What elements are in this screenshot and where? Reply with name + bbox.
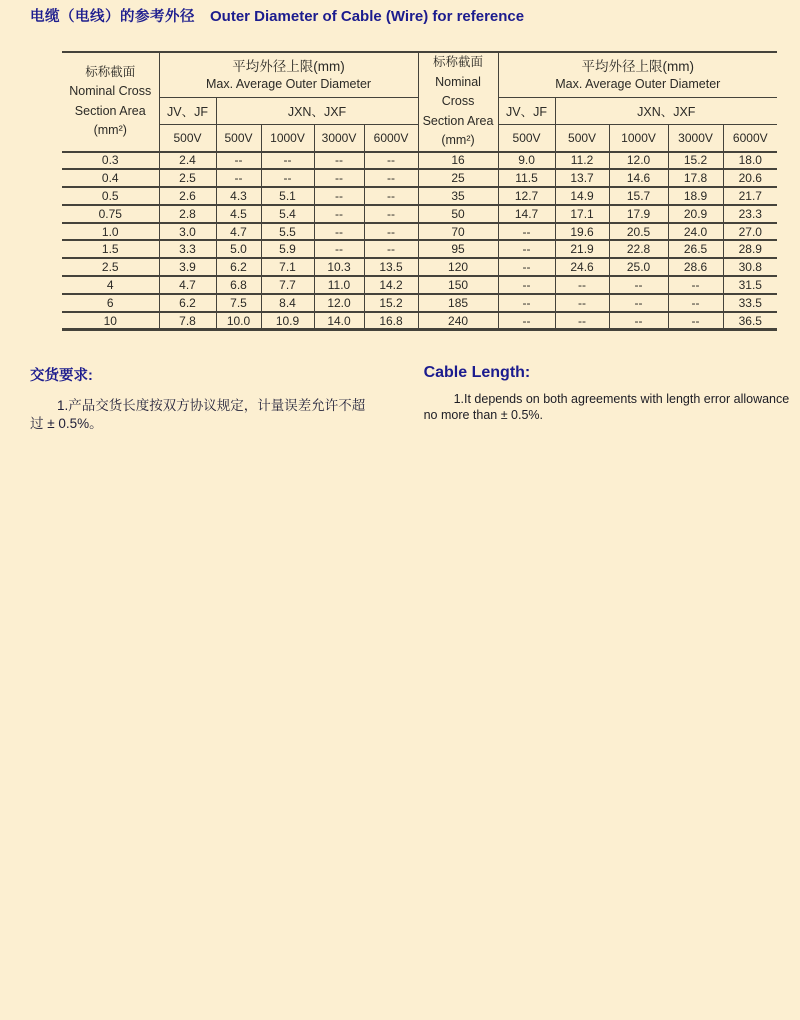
header-jv-jf-right: JV、JF <box>498 98 555 125</box>
header-voltage: 6000V <box>723 124 777 151</box>
header-line: Nominal Cross <box>435 74 481 108</box>
header-jxn-jxf-right: JXN、JXF <box>555 98 777 125</box>
cell-nominal-size: 0.75 <box>62 205 159 223</box>
table-row <box>62 223 777 241</box>
cell-diameter-value: 18.9 <box>668 187 723 205</box>
header-jv-jf-left: JV、JF <box>159 98 216 125</box>
cell-nominal-size: 25 <box>418 169 498 187</box>
cell-diameter-value: 20.5 <box>609 223 668 241</box>
cell-diameter-value: 17.1 <box>555 205 609 223</box>
cell-diameter-value: -- <box>498 223 555 241</box>
cell-diameter-value: 15.7 <box>609 187 668 205</box>
cell-diameter-value: 5.9 <box>261 240 314 258</box>
cell-diameter-value: 15.2 <box>668 152 723 170</box>
cell-nominal-size: 120 <box>418 258 498 276</box>
cell-nominal-size: 95 <box>418 240 498 258</box>
cell-diameter-value: -- <box>498 312 555 330</box>
cell-diameter-value: 4.7 <box>216 223 261 241</box>
table-row <box>62 152 777 170</box>
note-cable-length <box>424 364 800 423</box>
header-voltage: 1000V <box>261 124 314 151</box>
cell-diameter-value: -- <box>555 312 609 330</box>
cell-nominal-size: 70 <box>418 223 498 241</box>
cell-diameter-value: 28.6 <box>668 258 723 276</box>
cell-diameter-value: -- <box>364 152 418 170</box>
cell-diameter-value: 13.5 <box>364 258 418 276</box>
cell-nominal-size: 10 <box>62 312 159 330</box>
cell-diameter-value: 31.5 <box>723 276 777 294</box>
cell-diameter-value: -- <box>498 258 555 276</box>
cell-diameter-value: -- <box>668 294 723 312</box>
header-nominal-section-right <box>418 52 498 152</box>
cell-diameter-value: -- <box>555 276 609 294</box>
header-group-zh: 平均外径上限(mm) <box>581 59 695 75</box>
cell-diameter-value: 17.8 <box>668 169 723 187</box>
cell-diameter-value: 14.7 <box>498 205 555 223</box>
cell-nominal-size: 35 <box>418 187 498 205</box>
cell-nominal-size: 0.3 <box>62 152 159 170</box>
header-line: Section Area <box>74 103 146 118</box>
cell-diameter-value: -- <box>364 240 418 258</box>
cell-diameter-value: 28.9 <box>723 240 777 258</box>
table-row <box>62 205 777 223</box>
header-group-zh: 平均外径上限(mm) <box>232 59 345 75</box>
cell-diameter-value: 25.0 <box>609 258 668 276</box>
cell-diameter-value: 3.0 <box>159 223 216 241</box>
cell-diameter-value: 14.0 <box>314 312 364 330</box>
cell-diameter-value: -- <box>498 240 555 258</box>
cell-diameter-value: 7.7 <box>261 276 314 294</box>
cell-diameter-value: 6.2 <box>159 294 216 312</box>
cell-diameter-value: -- <box>314 187 364 205</box>
page-title <box>0 0 800 26</box>
header-line: 标称截面 <box>85 64 136 79</box>
table-row <box>62 294 777 312</box>
cell-diameter-value: -- <box>216 152 261 170</box>
header-voltage: 1000V <box>609 124 668 151</box>
cell-nominal-size: 0.5 <box>62 187 159 205</box>
cell-diameter-value: 3.3 <box>159 240 216 258</box>
header-group-en: Max. Average Outer Diameter <box>555 77 721 92</box>
cell-diameter-value: 2.6 <box>159 187 216 205</box>
cell-diameter-value: 18.0 <box>723 152 777 170</box>
table-row <box>62 169 777 187</box>
cell-diameter-value: 33.5 <box>723 294 777 312</box>
cell-nominal-size: 50 <box>418 205 498 223</box>
header-voltage: 6000V <box>364 124 418 151</box>
cell-diameter-value: 26.5 <box>668 240 723 258</box>
note-zh-heading: 交货要求: <box>30 368 93 385</box>
header-line: Nominal Cross <box>69 84 152 99</box>
cell-diameter-value: -- <box>314 223 364 241</box>
cell-diameter-value: -- <box>609 294 668 312</box>
cell-diameter-value: -- <box>555 294 609 312</box>
cell-diameter-value: 30.8 <box>723 258 777 276</box>
cell-diameter-value: 13.7 <box>555 169 609 187</box>
cell-diameter-value: 2.5 <box>159 169 216 187</box>
note-en-body: 1.It depends on both agreements with length error allowance no more than ± 0.5%. <box>423 392 790 423</box>
cell-diameter-value: 2.4 <box>159 152 216 170</box>
cell-diameter-value: 9.0 <box>498 152 555 170</box>
table-row <box>62 240 777 258</box>
cell-diameter-value: 11.5 <box>498 169 555 187</box>
cell-diameter-value: 6.8 <box>216 276 261 294</box>
header-line: Section Area <box>422 113 494 128</box>
cell-diameter-value: 27.0 <box>723 223 777 241</box>
header-voltage: 3000V <box>668 124 723 151</box>
page-title-zh: 电缆（电线）的参考外径 <box>30 9 195 25</box>
cell-diameter-value: 7.5 <box>216 294 261 312</box>
table-row <box>62 312 777 330</box>
header-line: (mm²) <box>441 133 475 147</box>
header-voltage: 500V <box>555 124 609 151</box>
table-row <box>62 276 777 294</box>
page-title-en: Outer Diameter of Cable (Wire) for reference <box>210 8 525 25</box>
cell-diameter-value: -- <box>261 169 314 187</box>
cell-diameter-value: 14.6 <box>609 169 668 187</box>
cell-diameter-value: -- <box>261 152 314 170</box>
cell-diameter-value: 3.9 <box>159 258 216 276</box>
cell-diameter-value: 4.3 <box>216 187 261 205</box>
header-voltage: 500V <box>159 124 216 151</box>
cell-diameter-value: 5.5 <box>261 223 314 241</box>
cell-diameter-value: -- <box>314 205 364 223</box>
note-en-heading: Cable Length: <box>423 364 531 382</box>
cell-diameter-value: 10.9 <box>261 312 314 330</box>
header-max-avg-diameter-right <box>498 52 777 98</box>
cell-diameter-value: 21.9 <box>555 240 609 258</box>
cell-diameter-value: 7.1 <box>261 258 314 276</box>
cell-diameter-value: 17.9 <box>609 205 668 223</box>
cell-diameter-value: 23.3 <box>723 205 777 223</box>
cell-diameter-value: 4.7 <box>159 276 216 294</box>
cell-diameter-value: 6.2 <box>216 258 261 276</box>
cell-diameter-value: -- <box>314 152 364 170</box>
cell-diameter-value: -- <box>609 276 668 294</box>
cell-diameter-value: -- <box>314 169 364 187</box>
cell-nominal-size: 2.5 <box>62 258 159 276</box>
cell-diameter-value: -- <box>216 169 261 187</box>
cell-nominal-size: 4 <box>62 276 159 294</box>
table-row <box>62 258 777 276</box>
cell-diameter-value: 10.0 <box>216 312 261 330</box>
cell-diameter-value: 10.3 <box>314 258 364 276</box>
cell-diameter-value: 5.0 <box>216 240 261 258</box>
cell-diameter-value: 14.9 <box>555 187 609 205</box>
cell-diameter-value: 11.0 <box>314 276 364 294</box>
cell-diameter-value: -- <box>364 223 418 241</box>
header-nominal-section-left <box>62 52 159 152</box>
cell-diameter-value: -- <box>668 276 723 294</box>
cell-nominal-size: 1.5 <box>62 240 159 258</box>
table-row <box>62 187 777 205</box>
cell-diameter-value: 12.0 <box>609 152 668 170</box>
cell-diameter-value: -- <box>314 240 364 258</box>
cell-diameter-value: 24.0 <box>668 223 723 241</box>
cell-diameter-value: 14.2 <box>364 276 418 294</box>
header-group-en: Max. Average Outer Diameter <box>205 77 372 92</box>
cell-diameter-value: -- <box>498 276 555 294</box>
header-line: (mm²) <box>93 123 127 138</box>
cell-diameter-value: -- <box>668 312 723 330</box>
cell-diameter-value: -- <box>364 169 418 187</box>
header-max-avg-diameter-left <box>159 52 418 98</box>
cell-diameter-value: 15.2 <box>364 294 418 312</box>
cell-diameter-value: 5.1 <box>261 187 314 205</box>
cell-diameter-value: -- <box>498 294 555 312</box>
notes-section <box>30 364 800 432</box>
cell-diameter-value: 24.6 <box>555 258 609 276</box>
cell-diameter-value: -- <box>364 187 418 205</box>
cell-diameter-value: -- <box>364 205 418 223</box>
cell-diameter-value: 2.8 <box>159 205 216 223</box>
header-voltage: 3000V <box>314 124 364 151</box>
cell-nominal-size: 16 <box>418 152 498 170</box>
cell-diameter-value: 11.2 <box>555 152 609 170</box>
note-delivery-requirements <box>30 364 369 432</box>
cell-diameter-value: 36.5 <box>723 312 777 330</box>
cell-diameter-value: 20.6 <box>723 169 777 187</box>
cell-nominal-size: 150 <box>418 276 498 294</box>
cell-nominal-size: 240 <box>418 312 498 330</box>
table-body <box>62 152 777 330</box>
cell-nominal-size: 6 <box>62 294 159 312</box>
cell-diameter-value: 20.9 <box>668 205 723 223</box>
outer-diameter-table <box>62 51 777 331</box>
header-line: 标称截面 <box>433 55 484 69</box>
cell-diameter-value: -- <box>609 312 668 330</box>
header-voltage: 500V <box>216 124 261 151</box>
cell-diameter-value: 12.7 <box>498 187 555 205</box>
note-zh-body: 1.产品交货长度按双方协议规定，计量误差允许不超过 ± 0.5%。 <box>30 398 366 431</box>
cell-diameter-value: 16.8 <box>364 312 418 330</box>
cell-nominal-size: 1.0 <box>62 223 159 241</box>
cell-diameter-value: 21.7 <box>723 187 777 205</box>
cell-diameter-value: 5.4 <box>261 205 314 223</box>
cell-diameter-value: 22.8 <box>609 240 668 258</box>
cell-diameter-value: 8.4 <box>261 294 314 312</box>
cell-diameter-value: 7.8 <box>159 312 216 330</box>
cell-diameter-value: 19.6 <box>555 223 609 241</box>
cell-nominal-size: 185 <box>418 294 498 312</box>
cell-diameter-value: 4.5 <box>216 205 261 223</box>
header-jxn-jxf-left: JXN、JXF <box>216 98 418 125</box>
header-voltage: 500V <box>498 124 555 151</box>
cell-diameter-value: 12.0 <box>314 294 364 312</box>
cell-nominal-size: 0.4 <box>62 169 159 187</box>
